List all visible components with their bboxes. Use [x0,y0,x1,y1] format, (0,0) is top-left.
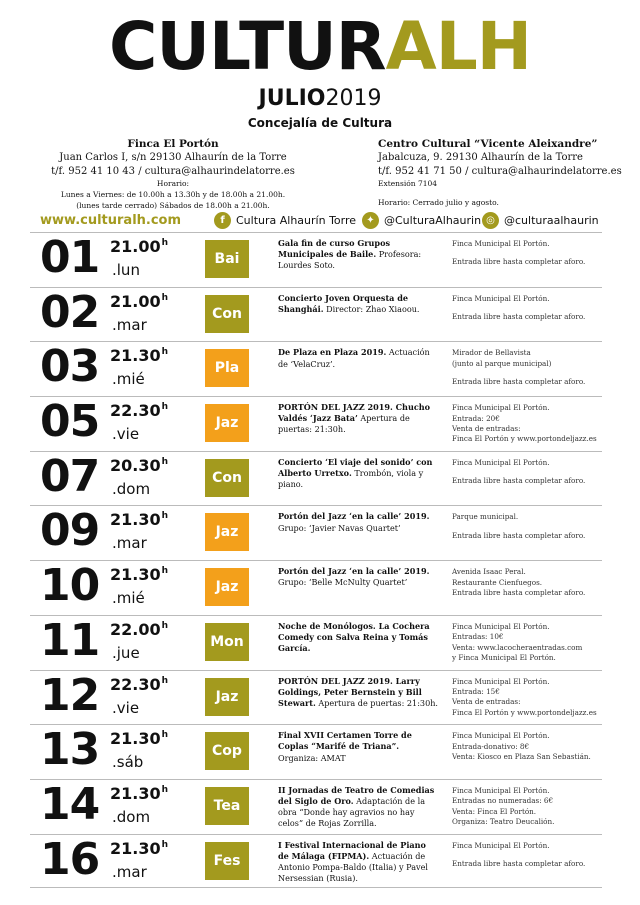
event-time [110,731,168,747]
event-title: De Plaza en Plaza 2019. [278,347,387,358]
event-location-line: Finca El Portón y www.portondeljazz.es [452,707,597,717]
event-day: 01 [40,232,100,283]
event-location-line: Avenida Isaac Peral. [452,567,526,577]
page-title [0,8,640,85]
event-location [452,841,612,870]
instagram-label: @culturaalhaurin [504,214,599,227]
event-day: 11 [40,614,100,666]
event-location-line: Entrada libre hasta completar aforo. [452,377,586,387]
event-description [278,347,438,369]
hour-suffix: h [161,347,169,358]
venue-address: Juan Carlos I, s/n 29130 Alhaurín de la Torre [59,152,287,164]
event-location-line: Venta: Kiosco en Plaza San Sebastián. [452,752,591,762]
category-badge: Jaz [205,678,249,716]
event-location [452,731,612,762]
event-day: 03 [40,341,100,393]
event-time [110,455,169,475]
event-time-value: 21.30 [110,838,161,858]
event-description [278,730,438,763]
event-title: II Jornadas de Teatro de Comedias del Siglo de Oro. [278,784,435,807]
event-row [30,287,602,342]
event-description [278,785,438,830]
facebook-label: Cultura Alhaurín Torre [236,214,357,227]
event-time-value: 21.30 [110,729,161,749]
event-day: 05 [40,396,100,448]
event-time-value: 21.30 [110,510,161,530]
event-location-line: Entrada: 15€ [452,686,500,696]
event-time [110,567,168,583]
event-detail: Apertura de puertas: 21:30h. [318,697,438,708]
event-location-line: Entrada libre hasta completar aforo. [452,588,586,597]
event-day: 13 [40,724,100,776]
event-weekday: .sáb [112,753,144,772]
venue-name: Centro Cultural “Vicente Aleixandre” [378,138,598,150]
hour-suffix: h [161,566,169,577]
category-badge: Tea [205,787,249,825]
venue-schedule-label: Horario: [156,179,190,189]
event-location [452,348,612,387]
event-detail: Grupo: ‘Javier Navas Quartet’ [278,522,401,533]
event-title: PORTÓN DEL JAZZ 2019. Larry Goldings, Peter Bernstein y Bill Stewart. [278,675,422,708]
hour-suffix: h [161,456,169,467]
event-detail: Trombón, viola y piano. [278,467,424,490]
event-location-line: Mirador de Bellavista [452,348,531,358]
event-location [452,786,612,828]
event-location-line: Finca El Portón y www.portondeljazz.es [452,434,597,444]
category-badge: Pla [205,349,249,387]
event-location-line: Entrada libre hasta completar aforo. [452,859,586,868]
category-badge: Mon [205,623,249,661]
event-day: 14 [40,778,100,830]
event-time-value: 22.30 [110,401,161,421]
hour-suffix: h [161,784,169,795]
spacer [452,523,612,531]
event-location-line: Parque municipal. [452,512,519,522]
event-time-value: 20.30 [110,455,161,475]
spacer [452,369,612,377]
event-weekday: .vie [112,425,140,444]
facebook-link[interactable] [214,212,356,229]
event-location [452,239,612,268]
event-row [30,724,602,779]
event-location-line: Venta de entradas: [452,423,521,433]
event-location [452,403,612,445]
hour-suffix: h [161,730,169,741]
event-location-line: Entrada: 20€ [452,413,500,423]
event-description [278,402,438,435]
title-black: CULTUR [109,8,386,85]
event-location-line: Finca Municipal El Portón. [452,840,550,850]
category-badge: Fes [205,842,249,880]
venue-contact: t/f. 952 41 10 43 / cultura@alhaurindelatorre.es [51,166,295,178]
event-weekday: .mar [112,534,147,553]
month-label: JULIO [258,86,326,111]
event-location-line: y Finca Municipal El Portón. [452,653,556,663]
category-badge: Jaz [205,404,249,442]
event-location-line: Restaurante Cienfuegos. [452,577,543,587]
twitter-label: @CulturaAlhaurin [384,214,482,227]
twitter-icon: ✦ [362,212,379,229]
spacer [452,249,612,257]
event-time [110,403,168,419]
hour-suffix: h [161,620,169,631]
event-detail: Apertura de puertas: 21:30h. [278,413,410,435]
venue-schedule-1: Lunes a Viernes: de 10.00h a 13.30h y de 18.00h a 21.00h. [60,189,286,199]
event-detail: Organiza: AMAT [278,752,346,763]
event-description [278,676,438,709]
event-location-line: Entrada libre hasta completar aforo. [452,476,586,486]
event-description [278,238,438,271]
year-label: 2019 [325,86,382,111]
event-title: Final XVII Certamen Torre de Coplas “Marifé de Triana”. [278,730,412,752]
event-location-line: Organiza: Teatro Deucalión. [452,817,555,827]
venue-contact: t/f. 952 41 71 50 / cultura@alhaurindelatorre.es [378,166,622,178]
event-time [110,512,168,528]
event-time [110,291,169,311]
event-description [278,621,438,654]
event-row [30,451,602,506]
subtitle: Concejalía de Cultura [247,116,393,130]
event-location-line: Venta: www.lacocheraentradas.com [452,642,583,652]
hour-suffix: h [161,402,169,413]
event-description [278,457,438,490]
hour-suffix: h [161,675,169,686]
category-badge: Jaz [205,568,249,606]
event-description [278,566,438,588]
event-time-value: 21.30 [110,565,161,585]
event-location-line: Finca Municipal El Portón. [452,457,550,467]
category-badge: Cop [205,732,249,770]
event-row [30,560,602,615]
event-weekday: .mié [112,370,145,389]
venue-finca-el-porton [28,137,318,212]
event-day: 07 [40,450,100,502]
event-day: 10 [40,560,100,612]
event-list [30,232,602,888]
event-location [452,512,612,541]
event-detail: Director: Zhao Xiaoou. [326,303,420,314]
venue-name: Finca El Portón [127,138,219,150]
social-bar [0,210,640,232]
event-location-line: Entrada libre hasta completar aforo. [452,312,586,322]
event-location-line: Finca Municipal El Portón. [452,731,550,741]
event-detail: Profesora: Lourdes Soto. [278,249,422,271]
event-detail: Actuación de ‘VelaCruz’. [278,347,430,369]
event-day: 02 [40,286,100,338]
spacer [452,851,612,859]
event-detail: Adaptación de la obra “Donde hay agravios no hay celos” de Rojas Zorrilla. [278,796,426,829]
category-badge: Con [205,459,249,497]
event-location-line: Venta de entradas: [452,697,521,707]
event-time [110,239,168,255]
event-location-line: Finca Municipal El Portón. [452,293,550,303]
event-time [110,674,169,694]
venue-extension: Extensión 7104 [378,179,438,189]
spacer [452,304,612,312]
event-weekday: .mar [112,862,147,881]
event-location-line: Finca Municipal El Portón. [452,676,550,686]
event-location [452,677,612,719]
hour-suffix: h [161,839,169,850]
twitter-link[interactable] [362,212,481,229]
event-weekday: .lun [112,261,140,279]
website-link[interactable]: www.culturalh.com [40,213,182,228]
event-detail: Actuación de Antonio Pompa-Baldo (Italia) y Pavel Nersessian (Rusia). [278,850,428,884]
event-location-line: Finca Municipal El Portón. [452,785,550,795]
event-title: Concierto ‘El viaje del sonido’ con Alberto Urretxo. [278,456,433,478]
category-badge: Jaz [205,513,249,551]
event-time-value: 22.00 [110,619,161,639]
event-location-line: Entrada-donativo: 8€ [452,741,530,751]
event-location [452,567,612,598]
event-description [278,840,438,885]
event-title: Portón del Jazz ‘en la calle’ 2019. [278,511,430,522]
event-row [30,779,602,834]
event-location [452,294,612,323]
event-location-line: Finca Municipal El Portón. [452,403,550,413]
event-row [30,834,602,889]
event-time-value: 22.30 [110,674,161,694]
event-title: PORTÓN DEL JAZZ 2019. Chucho Valdés ‘Jazz Bata’ [278,402,431,424]
event-location [452,458,612,487]
event-time [110,838,169,858]
event-title: I Festival Internacional de Piano de Málaga (FIPMA). [278,839,426,861]
event-time [110,783,169,803]
event-location-line: Finca Municipal El Portón. [452,621,550,631]
hour-suffix: h [161,292,169,303]
instagram-icon: ◎ [482,212,499,229]
event-day: 09 [40,505,100,557]
hour-suffix: h [161,238,169,248]
venue-centro-cultural [378,137,640,209]
venue-schedule-2: (lunes tarde cerrado) Sábados de 18.00h a 21.00h. [76,200,270,210]
event-weekday: .mar [112,315,147,334]
event-location-line: Entrada libre hasta completar aforo. [452,257,586,267]
event-location-line: Entradas: 10€ [452,632,504,642]
event-location-line: Finca Municipal El Portón. [452,239,550,248]
event-detail: Grupo: ‘Belle McNulty Quartet’ [278,577,408,588]
facebook-icon: f [214,212,231,229]
event-weekday: .dom [112,807,151,826]
event-location [452,622,612,664]
event-day: 12 [40,669,100,721]
event-title: Portón del Jazz ‘en la calle’ 2019. [278,566,430,577]
event-title: Noche de Monólogos. La Cochera Comedy con Salva Reina y Tomás García. [278,620,430,654]
event-description [278,293,438,315]
event-time-value: 21.00 [110,291,161,311]
event-row [30,505,602,560]
event-location-line: Venta: Finca El Portón. [452,806,537,816]
event-row [30,615,602,670]
category-badge: Bai [205,240,249,278]
event-title: Concierto Joven Orquesta de Shanghái. [278,292,409,314]
event-location-line: Entrada libre hasta completar aforo. [452,530,586,540]
hour-suffix: h [161,511,169,522]
event-weekday: .mié [112,589,145,608]
venue-schedule: Horario: Cerrado julio y agosto. [378,197,499,207]
event-day: 16 [40,833,100,885]
event-location-line: Entradas no numeradas: 6€ [452,796,554,806]
event-description [278,511,438,533]
event-weekday: .vie [112,698,140,717]
event-time [110,348,168,364]
event-weekday: .jue [112,643,140,662]
event-row [30,670,602,725]
event-time-value: 21.30 [110,346,161,366]
event-time-value: 21.30 [110,783,161,803]
event-row [30,232,602,287]
event-row [30,396,602,451]
event-time [110,619,169,639]
event-time-value: 21.00 [110,237,161,256]
title-accent: ALH [385,8,531,85]
spacer [452,468,612,476]
venue-address: Jabalcuza, 9. 29130 Alhaurín de la Torre [378,152,583,164]
event-weekday: .dom [112,479,151,498]
event-row [30,341,602,396]
category-badge: Con [205,295,249,333]
event-location-line: (junto al parque municipal) [452,358,552,368]
month-year [0,88,640,110]
event-title: Gala fin de curso Grupos Municipales de Baile. [278,238,391,260]
instagram-link[interactable] [482,212,599,229]
